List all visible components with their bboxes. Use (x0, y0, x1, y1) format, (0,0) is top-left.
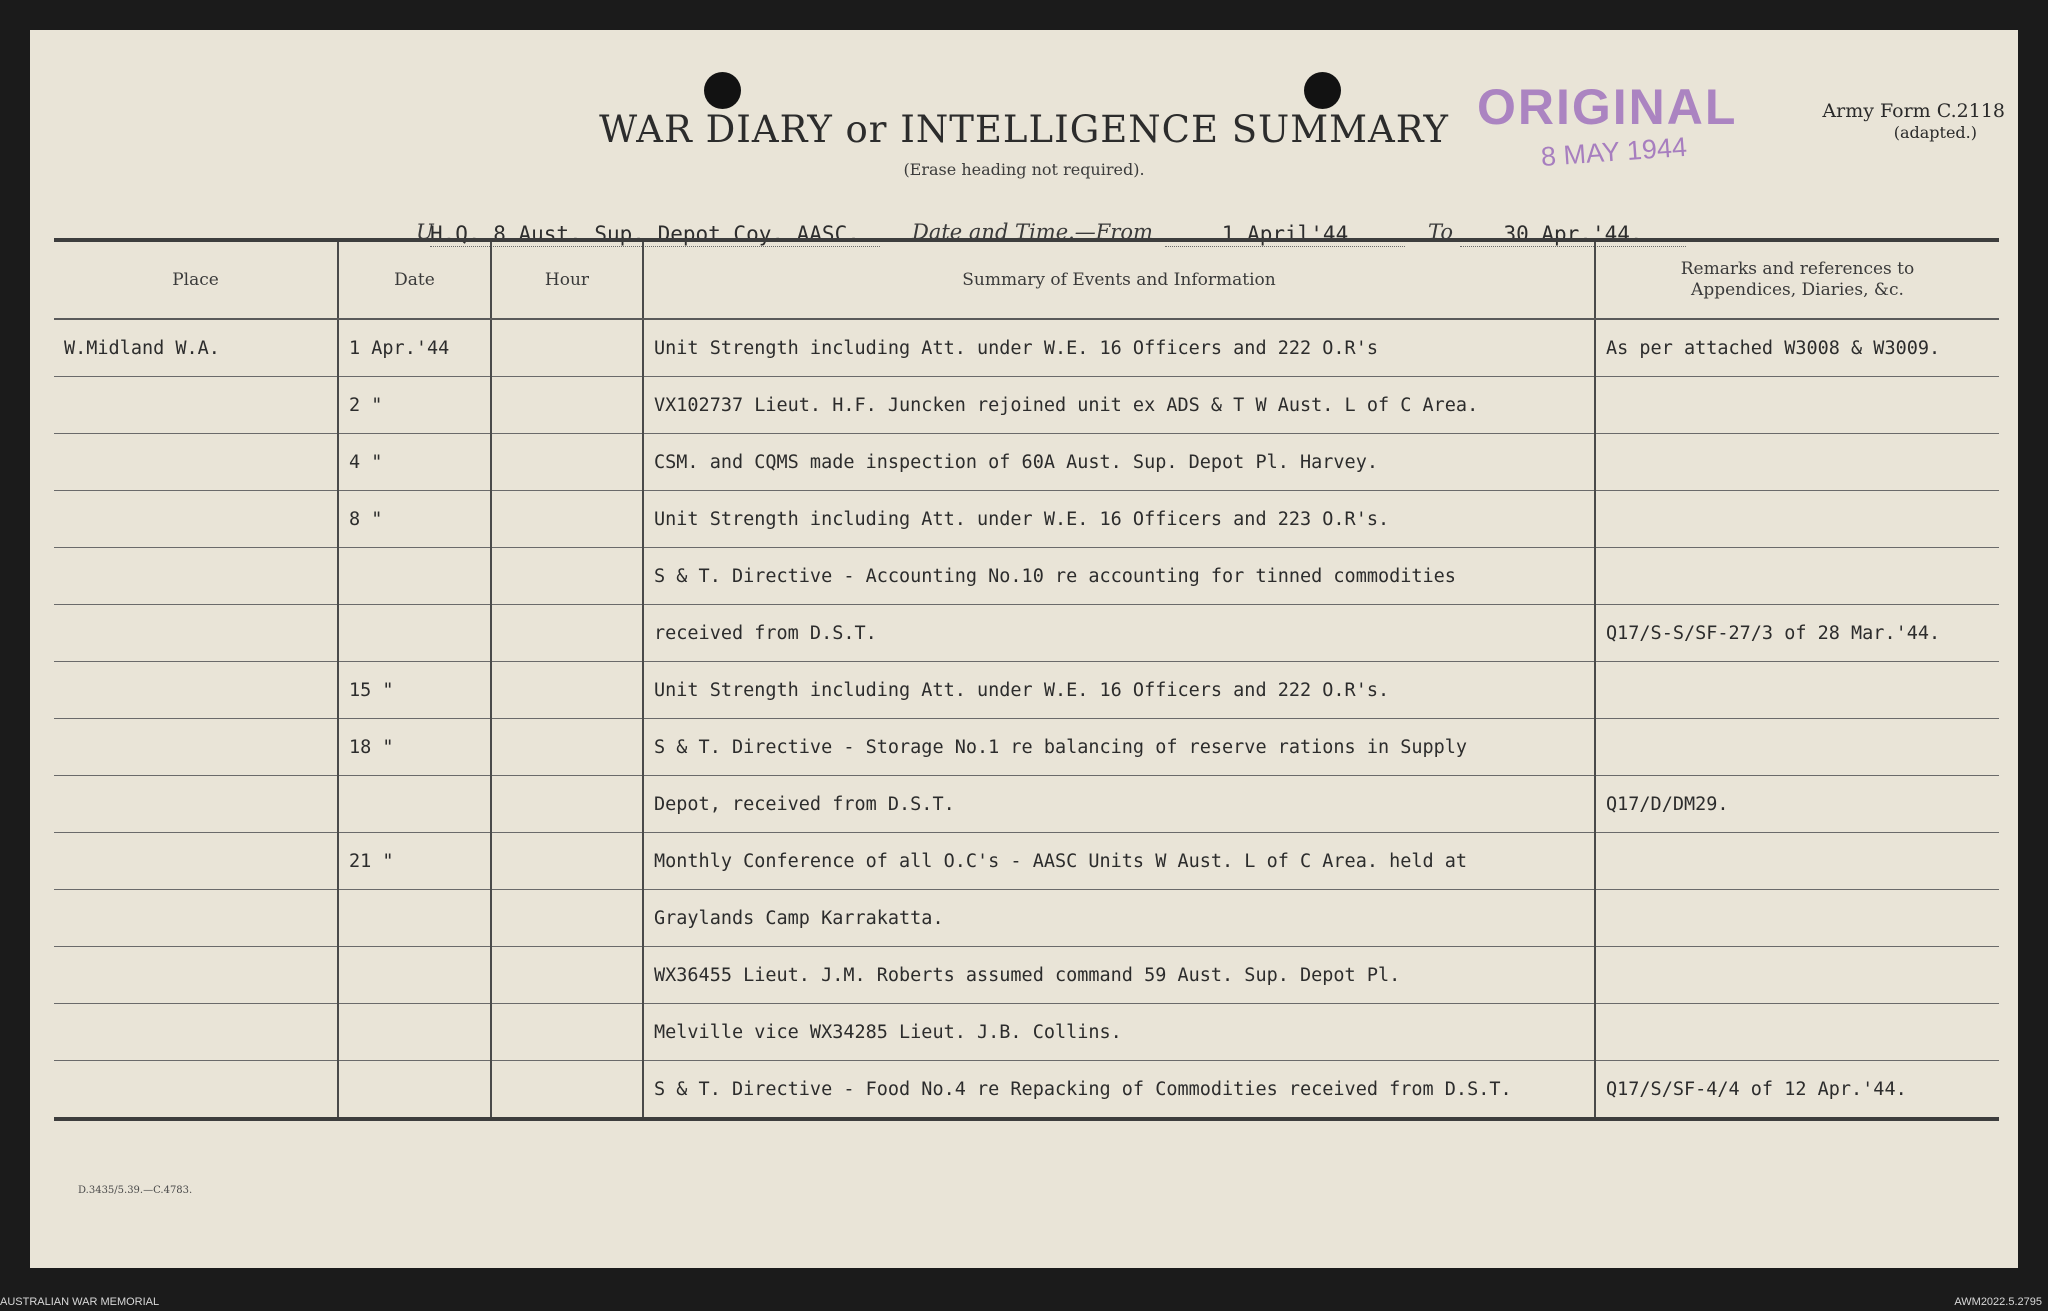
date-time-label: Date and Time.—From (912, 220, 1153, 244)
from-date: 1 April'44 (1165, 222, 1405, 247)
diary-table-wrap (54, 238, 1999, 1178)
cell-remarks (1595, 890, 1999, 947)
form-subtitle: (Erase heading not required). (903, 160, 1145, 179)
cell-hour (491, 548, 643, 605)
cell-summary: Unit Strength including Att. under W.E. 16 Officers and 223 O.R's. (643, 491, 1595, 548)
army-form-label: Army Form C.2118 (1822, 100, 2005, 122)
cell-date: 18 " (338, 719, 491, 776)
cell-date: 1 Apr.'44 (338, 319, 491, 377)
cell-hour (491, 833, 643, 890)
table-row (54, 434, 1999, 491)
punch-hole-left (704, 72, 741, 109)
cell-summary: Unit Strength including Att. under W.E. 16 Officers and 222 O.R's (643, 319, 1595, 377)
cell-date (338, 548, 491, 605)
cell-remarks (1595, 491, 1999, 548)
cell-hour (491, 1061, 643, 1120)
unit-prefix: U (416, 220, 434, 244)
cell-remarks: Q17/S-S/SF-27/3 of 28 Mar.'44. (1595, 605, 1999, 662)
cell-place (54, 719, 338, 776)
cell-summary: Depot, received from D.S.T. (643, 776, 1595, 833)
cell-date (338, 947, 491, 1004)
header-place: Place (54, 240, 338, 319)
table-row (54, 1061, 1999, 1120)
cell-summary: received from D.S.T. (643, 605, 1595, 662)
cell-place (54, 1004, 338, 1061)
cell-place (54, 548, 338, 605)
header-remarks (1595, 240, 1999, 319)
diary-page (30, 30, 2018, 1268)
cell-remarks (1595, 377, 1999, 434)
table-row (54, 890, 1999, 947)
cell-place (54, 890, 338, 947)
cell-summary: S & T. Directive - Storage No.1 re balancing of reserve rations in Supply (643, 719, 1595, 776)
cell-date (338, 605, 491, 662)
cell-date (338, 890, 491, 947)
cell-hour (491, 1004, 643, 1061)
cell-date: 2 " (338, 377, 491, 434)
cell-date (338, 1061, 491, 1120)
original-stamp: ORIGINAL (1477, 79, 1738, 135)
cell-date (338, 1004, 491, 1061)
cell-hour (491, 491, 643, 548)
table-row (54, 491, 1999, 548)
cell-hour (491, 319, 643, 377)
cell-remarks: Q17/S/SF-4/4 of 12 Apr.'44. (1606, 1078, 1907, 1100)
cell-remarks: Q17/D/DM29. (1595, 776, 1999, 833)
army-form-number (1765, 100, 2005, 144)
cell-date (338, 776, 491, 833)
cell-place (54, 776, 338, 833)
cell-place (54, 833, 338, 890)
table-row (54, 776, 1999, 833)
unit-name: H.Q. 8 Aust. Sup. Depot Coy. AASC. (430, 222, 880, 247)
cell-remarks: As per attached W3008 & W3009. (1595, 319, 1999, 377)
cell-place (54, 947, 338, 1004)
cell-place (54, 491, 338, 548)
punch-hole-right (1304, 72, 1341, 109)
table-row (54, 319, 1999, 377)
to-label: To (1428, 220, 1454, 244)
cell-place (54, 434, 338, 491)
header-hour: Hour (491, 240, 643, 319)
table-row (54, 833, 1999, 890)
cell-remarks (1595, 548, 1999, 605)
cell-place (54, 1061, 338, 1120)
table-row (54, 947, 1999, 1004)
footer-source: AUSTRALIAN WAR MEMORIAL (0, 1296, 160, 1308)
header-summary: Summary of Events and Information (643, 240, 1595, 319)
cell-hour (491, 434, 643, 491)
table-row (54, 548, 1999, 605)
cell-hour (491, 890, 643, 947)
cell-hour (491, 605, 643, 662)
form-code: D.3435/5.39.—C.4783. (78, 1185, 193, 1196)
header-remarks-line1: Remarks and references to (1680, 259, 1915, 279)
header-date: Date (338, 240, 491, 319)
cell-place (54, 605, 338, 662)
cell-summary: WX36455 Lieut. J.M. Roberts assumed command 59 Aust. Sup. Depot Pl. (643, 947, 1595, 1004)
cell-summary: Melville vice WX34285 Lieut. J.B. Collins. (643, 1004, 1595, 1061)
cell-hour (491, 776, 643, 833)
cell-summary: Monthly Conference of all O.C's - AASC Units W Aust. L of C Area. held at (643, 833, 1595, 890)
header-remarks-line2: Appendices, Diaries, &c. (1691, 280, 1904, 300)
cell-hour (491, 947, 643, 1004)
form-title: WAR DIARY or INTELLIGENCE SUMMARY (599, 108, 1449, 151)
cell-date: 8 " (338, 491, 491, 548)
cell-place (54, 377, 338, 434)
table-row (54, 719, 1999, 776)
diary-table-body (54, 319, 1999, 1119)
table-row (54, 605, 1999, 662)
cell-date: 21 " (338, 833, 491, 890)
cell-remarks (1595, 434, 1999, 491)
cell-remarks (1595, 662, 1999, 719)
cell-date: 15 " (338, 662, 491, 719)
cell-summary: Graylands Camp Karrakatta. (643, 890, 1595, 947)
cell-summary: Unit Strength including Att. under W.E. 16 Officers and 222 O.R's. (643, 662, 1595, 719)
cell-remarks (1595, 833, 1999, 890)
cell-summary: CSM. and CQMS made inspection of 60A Aust. Sup. Depot Pl. Harvey. (643, 434, 1595, 491)
table-row (54, 377, 1999, 434)
to-date: 30 Apr.'44. (1460, 222, 1686, 247)
cell-remarks (1595, 947, 1999, 1004)
diary-table (54, 238, 1999, 1121)
table-header-row (54, 240, 1999, 319)
cell-summary: S & T. Directive - Accounting No.10 re accounting for tinned commodities (643, 548, 1595, 605)
cell-summary: S & T. Directive - Food No.4 re Repacking of Commodities received from D.S.T. (643, 1061, 1595, 1120)
cell-remarks (1595, 1004, 1999, 1061)
table-row (54, 1004, 1999, 1061)
cell-hour (491, 377, 643, 434)
adapted-label: (adapted.) (1893, 123, 1977, 142)
date-stamp: 8 MAY 1944 (1540, 131, 1688, 172)
cell-summary: VX102737 Lieut. H.F. Juncken rejoined unit ex ADS & T W Aust. L of C Area. (643, 377, 1595, 434)
cell-hour (491, 719, 643, 776)
cell-date: 4 " (338, 434, 491, 491)
footer-accession: AWM2022.5.2795 (1954, 1296, 2042, 1308)
cell-hour (491, 662, 643, 719)
table-row (54, 662, 1999, 719)
cell-remarks (1595, 719, 1999, 776)
cell-place (54, 662, 338, 719)
cell-place: W.Midland W.A. (54, 319, 338, 377)
